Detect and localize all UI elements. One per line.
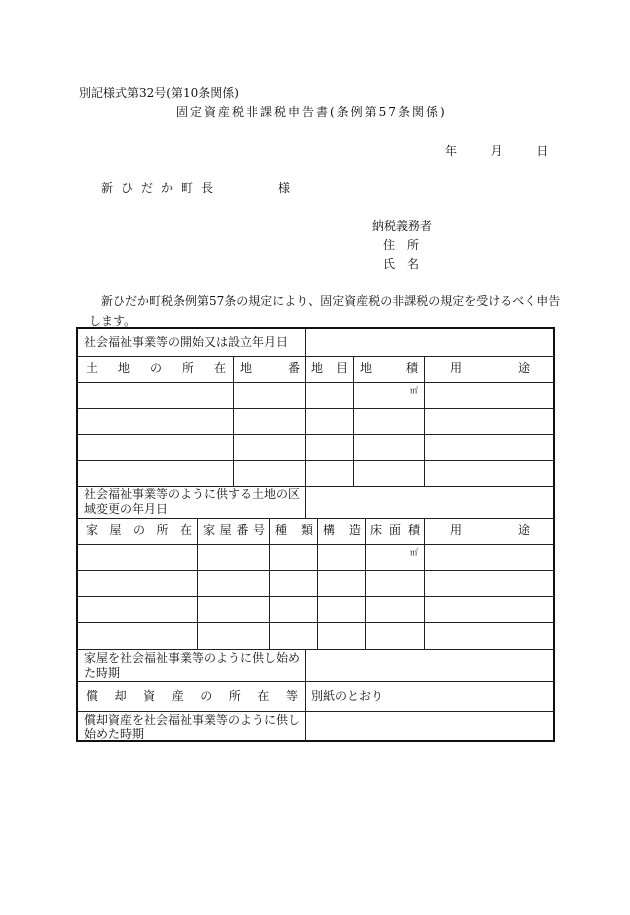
lot-number-header: 地 番	[240, 361, 300, 375]
depreciable-value: 別紙のとおり	[311, 689, 384, 703]
floor-area-unit: ㎡	[410, 548, 418, 557]
declaration-table	[76, 327, 555, 742]
addressee: 新ひだか町長	[101, 181, 222, 195]
date-line	[445, 142, 548, 159]
structure-header: 構 造	[323, 523, 361, 537]
house-usage-header: 用 途	[450, 523, 530, 537]
floor-area-header: 床 面 積	[370, 523, 420, 537]
house-start-label-1: 家屋を社会福祉事業等のように供し始め	[84, 651, 301, 665]
start-date-label: 社会福祉事業等の開始又は設立年月日	[84, 335, 289, 349]
month-label: 月	[490, 144, 503, 158]
taxpayer-label: 納税義務者	[372, 219, 433, 233]
depreciable-location-label: 償 却 資 産 の 所 在 等	[86, 689, 298, 703]
usage-header: 用 途	[450, 361, 530, 375]
form-number: 別記様式第32号(第10条関係)	[79, 86, 239, 100]
year-label: 年	[445, 144, 458, 158]
address-label: 住所	[383, 238, 432, 252]
day-label: 日	[536, 144, 549, 158]
type-header: 種 類	[275, 523, 313, 537]
body-text-line-1: 新ひだか町税条例第57条の規定により、固定資産税の非課税の規定を受けるべく申告	[101, 294, 561, 308]
name-label: 氏名	[383, 257, 432, 271]
land-category-header: 地 目	[311, 361, 348, 375]
house-location-header: 家 屋 の 所 在	[86, 523, 192, 537]
depreciable-start-label-2: 始めた時期	[84, 727, 145, 741]
area-unit: ㎡	[410, 386, 418, 395]
land-change-label-2: 域変更の年月日	[84, 502, 169, 516]
area-header: 地 積	[360, 361, 418, 375]
body-text-line-2: します。	[89, 314, 137, 328]
house-start-label-2: た時期	[84, 666, 121, 680]
honorific: 様	[278, 181, 291, 195]
house-number-header: 家 屋 番 号	[203, 523, 265, 537]
land-change-label-1: 社会福祉事業等のように供する土地の区	[84, 487, 301, 501]
land-location-header: 土 地 の 所 在	[86, 361, 226, 375]
depreciable-start-label-1: 償却資産を社会福祉事業等のように供し	[84, 713, 301, 727]
form-title: 固定資産税非課税申告書(条例第57条関係)	[176, 105, 447, 119]
